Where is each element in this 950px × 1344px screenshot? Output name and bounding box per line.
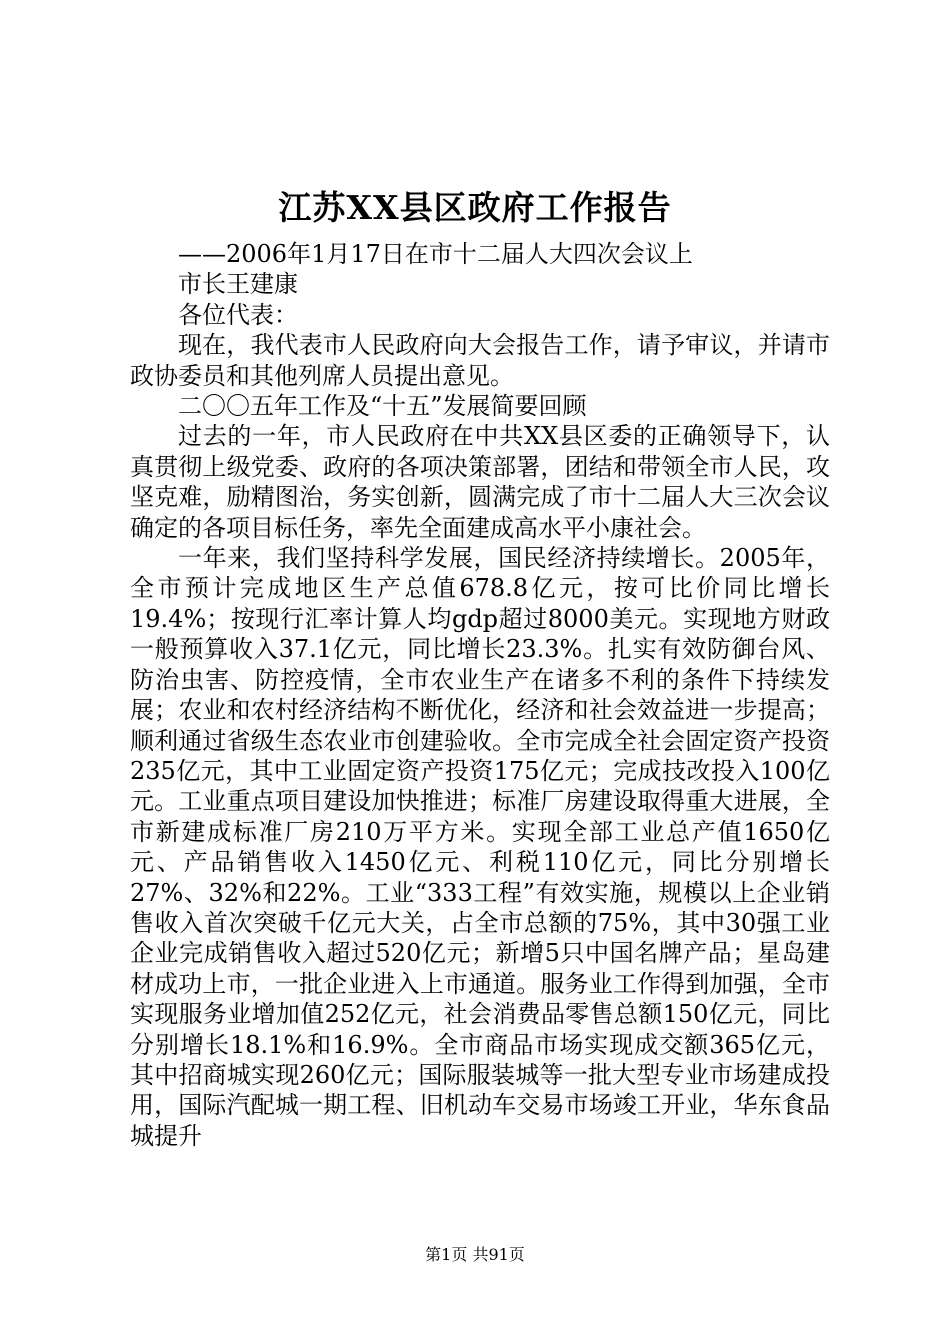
paragraph-review: 过去的一年，市人民政府在中共XX县区委的正确领导下，认真贯彻上级党委、政府的各项决策部署，团结和带领全市人民，攻坚克难，励精图治，务实创新，圆满完成了市十二届人大三次会议确定的各项目标任务，率先全面建成高水平小康社会。 bbox=[130, 422, 830, 542]
paragraph-economy: 一年来，我们坚持科学发展，国民经济持续增长。2005年，全市预计完成地区生产总值678.8亿元，按可比价同比增长19.4%；按现行汇率计算人均gdp超过8000美元。实现地方财政一般预算收入37.1亿元，同比增长23.3%。扎实有效防御台风、防治虫害、防控疫情，全市农业生产在诸多不利的条件下持续发展；农业和农村经济结构不断优化，经济和社会效益进一步提高；顺利通过省级生态农业市创建验收。全市完成全社会固定资产投资235亿元，其中工业固定资产投资175亿元；完成技改投入100亿元。工业重点项目建设加快推进；标准厂房建设取得重大进展，全市新建成标准厂房210万平方米。实现全部工业总产值1650亿元、产品销售收入1450亿元、利税110亿元，同比分别增长27%、32%和22%。工业“333工程”有效实施，规模以上企业销售收入首次突破千亿元大关，占全市总额的75%，其中30强工业企业完成销售收入超过520亿元；新增5只中国名牌产品；星岛建材成功上市，一批企业进入上市通道。服务业工作得到加强，全市实现服务业增加值252亿元，社会消费品零售总额150亿元，同比分别增长18.1%和16.9%。全市商品市场实现成交额365亿元，其中招商城实现260亿元；国际服装城等一批大型专业市场建成投用，国际汽配城一期工程、旧机动车交易市场竣工开业，华东食品城提升 bbox=[130, 544, 830, 1150]
page-footer: 第1页 共91页 bbox=[425, 1245, 525, 1264]
paragraph-intro: 现在，我代表市人民政府向大会报告工作，请予审议，并请市政协委员和其他列席人员提出意见。 bbox=[130, 331, 830, 390]
document-title: 江苏XX县区政府工作报告 bbox=[278, 188, 672, 227]
section-heading: 二〇〇五年工作及“十五”发展简要回顾 bbox=[178, 392, 587, 421]
salutation-line: 各位代表： bbox=[178, 300, 298, 329]
document-body bbox=[130, 239, 830, 1151]
speaker-line: 市长王建康 bbox=[178, 270, 298, 299]
subtitle-line: ——2006年1月17日在市十二届人大四次会议上 bbox=[178, 240, 693, 268]
